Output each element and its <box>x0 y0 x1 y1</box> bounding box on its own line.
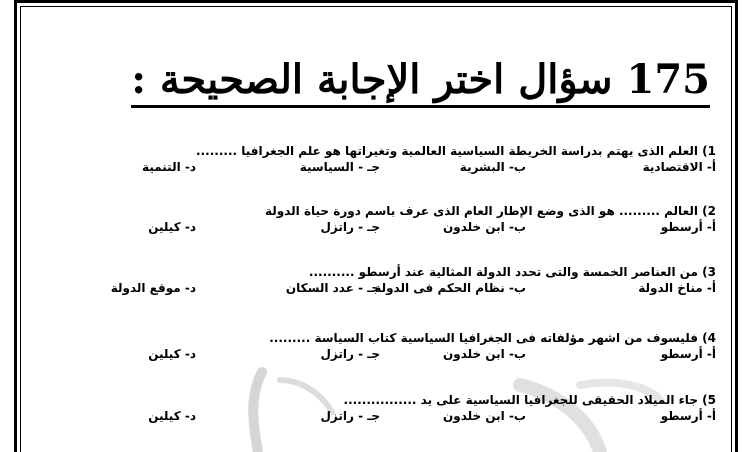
question-2 <box>36 203 716 235</box>
option-c[interactable]: جـ - عدد السكان <box>285 281 380 295</box>
option-b[interactable]: ب- البشرية <box>459 160 526 174</box>
option-c[interactable]: جـ - راتزل <box>320 347 380 361</box>
option-a[interactable]: أ- مناخ الدولة <box>638 281 716 295</box>
question-text: جاء الميلاد الحقيقى للجغرافيا السياسية على يد ................ <box>343 393 698 407</box>
option-b[interactable]: ب- نظام الحكم فى الدولة <box>374 281 526 295</box>
question-text: العالم ......... هو الذى وضع الإطار العام الذى عرف باسم دورة حياة الدولة <box>264 204 698 218</box>
question-3 <box>36 264 716 296</box>
question-text: فليسوف من اشهر مؤلفاته فى الجغرافيا السياسية كتاب السياسة ......... <box>269 331 698 345</box>
option-c[interactable]: جـ - السياسية <box>299 160 380 174</box>
option-a[interactable]: أ- أرسطو <box>660 220 716 234</box>
question-number: 2) <box>702 204 716 218</box>
option-c[interactable]: جـ - راتزل <box>320 409 380 423</box>
option-a[interactable]: أ- الاقتصادية <box>642 160 716 174</box>
option-b[interactable]: ب- ابن خلدون <box>443 347 526 361</box>
question-number: 5) <box>702 393 716 407</box>
answer-options <box>36 159 716 175</box>
option-d[interactable]: د- التنمية <box>142 160 196 174</box>
option-d[interactable]: د- كيلين <box>148 220 196 234</box>
option-d[interactable]: د- كيلين <box>148 409 196 423</box>
option-b[interactable]: ب- ابن خلدون <box>443 220 526 234</box>
page-title <box>131 56 710 104</box>
option-d[interactable]: د- كيلين <box>148 347 196 361</box>
option-a[interactable]: أ- أرسطو <box>660 347 716 361</box>
option-a[interactable]: أ- أرسطو <box>660 409 716 423</box>
answer-options <box>36 408 716 424</box>
question-text: من العناصر الخمسة والتى تحدد الدولة المثالية عند أرسطو .......... <box>308 265 698 279</box>
question-number: 4) <box>702 331 716 345</box>
question-number: 3) <box>702 265 716 279</box>
title-text: سؤال اختر الإجابة الصحيحة : <box>131 56 613 103</box>
option-b[interactable]: ب- ابن خلدون <box>443 409 526 423</box>
answer-options <box>36 219 716 235</box>
question-1 <box>36 143 716 175</box>
answer-options <box>36 280 716 296</box>
answer-options <box>36 346 716 362</box>
option-c[interactable]: جـ - راتزل <box>320 220 380 234</box>
title-number: 175 <box>626 56 710 103</box>
option-d[interactable]: د- موقع الدولة <box>110 281 196 295</box>
question-4 <box>36 330 716 362</box>
question-text: العلم الذى يهتم بدراسة الخريطة السياسية العالمية وتغيراتها هو علم الجغرافيا ......... <box>196 144 698 158</box>
question-5 <box>36 392 716 424</box>
question-number: 1) <box>702 144 716 158</box>
